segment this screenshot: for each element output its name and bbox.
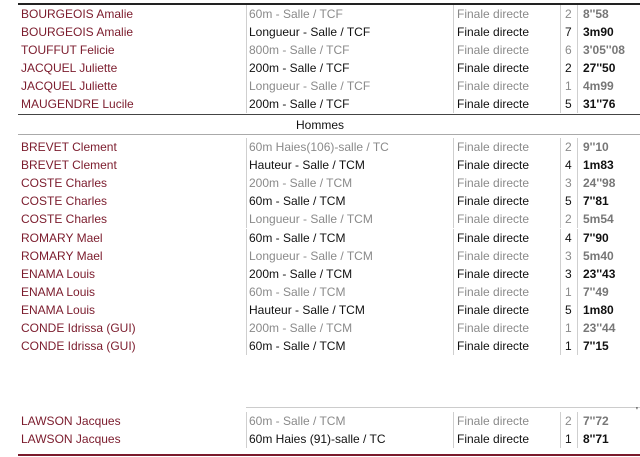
performance: 31''76: [583, 97, 616, 111]
column-divider: [577, 156, 578, 174]
column-divider: [453, 23, 454, 41]
event-name: 60m - Salle / TCM: [249, 194, 346, 209]
section-rule-bottom: [18, 134, 640, 135]
column-divider: [560, 95, 561, 113]
result-row: [0, 247, 640, 265]
performance: 23''44: [583, 321, 616, 335]
column-divider: [560, 59, 561, 77]
column-divider: [453, 430, 454, 448]
place-rank: 1: [565, 79, 572, 93]
result-row: [0, 23, 640, 41]
column-divider: [246, 319, 247, 337]
section-title: Hommes: [295, 118, 344, 132]
result-row: [0, 95, 640, 113]
athlete-name: ROMARY Mael: [21, 248, 103, 263]
column-divider: [453, 265, 454, 283]
place-rank: 2: [565, 140, 572, 154]
column-divider: [246, 156, 247, 174]
event-name: Hauteur - Salle / TCM: [249, 302, 365, 317]
athlete-name: COSTE Charles: [21, 176, 108, 191]
performance: 9''10: [583, 140, 609, 154]
column-divider: [577, 337, 578, 355]
result-row: [0, 229, 640, 247]
column-divider: [577, 247, 578, 265]
edge-mark: ': [636, 406, 638, 417]
column-divider: [560, 229, 561, 247]
performance: 27''50: [583, 61, 616, 75]
column-divider: [560, 156, 561, 174]
column-divider: [246, 283, 247, 301]
athlete-name: MAUGENDRE Lucile: [21, 97, 134, 111]
column-divider: [560, 247, 561, 265]
column-divider: [453, 59, 454, 77]
event-name: 60m Haies (91)-salle / TC: [249, 432, 386, 446]
place-rank: 1: [565, 432, 572, 446]
performance: 5m40: [583, 248, 614, 263]
result-row: [0, 337, 640, 355]
column-divider: [560, 319, 561, 337]
athlete-name: JACQUEL Juliette: [21, 79, 118, 93]
place-rank: 4: [565, 158, 572, 173]
column-divider: [453, 77, 454, 95]
column-divider: [246, 430, 247, 448]
place-rank: 2: [565, 212, 572, 227]
result-row: [0, 301, 640, 319]
performance: 5m54: [583, 212, 614, 227]
column-divider: [560, 138, 561, 156]
column-divider: [246, 412, 247, 430]
athlete-name: BOURGEOIS Amalie: [21, 7, 134, 21]
place-rank: 5: [565, 97, 572, 111]
place-rank: 7: [565, 25, 572, 39]
event-name: 200m - Salle / TCM: [249, 321, 353, 335]
column-divider: [246, 229, 247, 247]
performance: 1m80: [583, 302, 614, 317]
round-name: Finale directe: [457, 61, 530, 75]
place-rank: 2: [565, 414, 572, 428]
section-rule-top: [18, 114, 640, 115]
round-name: Finale directe: [457, 25, 530, 39]
column-divider: [246, 247, 247, 265]
bottom-rule: [18, 454, 640, 456]
performance: 24''98: [583, 176, 616, 191]
result-row: [0, 77, 640, 95]
column-divider: [246, 265, 247, 283]
event-name: 60m Haies(106)-salle / TC: [249, 140, 389, 154]
event-name: Longueur - Salle / TCM: [249, 248, 373, 263]
performance: 7''72: [583, 414, 609, 428]
performance: 3m90: [583, 25, 614, 39]
place-rank: 6: [565, 43, 572, 57]
column-divider: [453, 5, 454, 23]
bottom-block-rule: [246, 407, 640, 408]
column-divider: [577, 174, 578, 192]
column-divider: [453, 412, 454, 430]
athlete-name: ENAMA Louis: [21, 284, 96, 299]
event-name: 200m - Salle / TCM: [249, 266, 353, 281]
column-divider: [453, 301, 454, 319]
event-name: 200m - Salle / TCF: [249, 97, 350, 111]
place-rank: 1: [565, 339, 572, 354]
column-divider: [246, 138, 247, 156]
event-name: 60m - Salle / TCM: [249, 339, 346, 354]
column-divider: [453, 192, 454, 210]
result-row: [0, 59, 640, 77]
place-rank: 5: [565, 302, 572, 317]
column-divider: [560, 23, 561, 41]
place-rank: 1: [565, 284, 572, 299]
result-row: [0, 5, 640, 23]
performance: 7''81: [583, 194, 609, 209]
round-name: Finale directe: [457, 212, 530, 227]
athlete-name: LAWSON Jacques: [21, 432, 121, 446]
result-row: [0, 283, 640, 301]
performance: 1m83: [583, 158, 614, 173]
column-divider: [560, 430, 561, 448]
column-divider: [577, 229, 578, 247]
athlete-name: JACQUEL Juliette: [21, 61, 118, 75]
event-name: 200m - Salle / TCF: [249, 61, 350, 75]
athlete-name: ROMARY Mael: [21, 230, 103, 245]
round-name: Finale directe: [457, 176, 530, 191]
athlete-name: BOURGEOIS Amalie: [21, 25, 134, 39]
column-divider: [453, 174, 454, 192]
column-divider: [577, 319, 578, 337]
column-divider: [246, 23, 247, 41]
event-name: Longueur - Salle / TCF: [249, 79, 371, 93]
column-divider: [453, 229, 454, 247]
column-divider: [577, 430, 578, 448]
column-divider: [577, 301, 578, 319]
performance: 7''15: [583, 339, 609, 354]
round-name: Finale directe: [457, 230, 530, 245]
performance: 7''90: [583, 230, 609, 245]
place-rank: 3: [565, 176, 572, 191]
column-divider: [577, 412, 578, 430]
column-divider: [453, 337, 454, 355]
place-rank: 1: [565, 321, 572, 335]
result-row: [0, 319, 640, 337]
result-row: [0, 192, 640, 210]
round-name: Finale directe: [457, 158, 530, 173]
column-divider: [577, 77, 578, 95]
round-name: Finale directe: [457, 248, 530, 263]
round-name: Finale directe: [457, 414, 530, 428]
column-divider: [577, 59, 578, 77]
column-divider: [246, 210, 247, 228]
athlete-name: CONDE Idrissa (GUI): [21, 339, 136, 354]
result-row: [0, 156, 640, 174]
performance: 7''49: [583, 284, 609, 299]
column-divider: [577, 283, 578, 301]
column-divider: [453, 156, 454, 174]
round-name: Finale directe: [457, 79, 530, 93]
column-divider: [453, 210, 454, 228]
column-divider: [560, 265, 561, 283]
column-divider: [560, 5, 561, 23]
column-divider: [560, 41, 561, 59]
result-row: [0, 174, 640, 192]
round-name: Finale directe: [457, 7, 530, 21]
athlete-name: CONDE Idrissa (GUI): [21, 321, 136, 335]
event-name: Longueur - Salle / TCF: [249, 25, 371, 39]
column-divider: [246, 59, 247, 77]
column-divider: [453, 138, 454, 156]
column-divider: [453, 319, 454, 337]
event-name: 60m - Salle / TCM: [249, 284, 346, 299]
performance: 23''43: [583, 266, 616, 281]
column-divider: [560, 337, 561, 355]
column-divider: [246, 301, 247, 319]
athlete-name: ENAMA Louis: [21, 302, 96, 317]
round-name: Finale directe: [457, 284, 530, 299]
event-name: 200m - Salle / TCM: [249, 176, 353, 191]
round-name: Finale directe: [457, 97, 530, 111]
column-divider: [246, 5, 247, 23]
column-divider: [246, 77, 247, 95]
result-row: [0, 430, 640, 448]
athlete-name: COSTE Charles: [21, 194, 108, 209]
column-divider: [577, 23, 578, 41]
column-divider: [453, 95, 454, 113]
event-name: 60m - Salle / TCF: [249, 7, 343, 21]
performance: 4m99: [583, 79, 614, 93]
athlete-name: LAWSON Jacques: [21, 414, 121, 428]
athlete-name: BREVET Clement: [21, 140, 117, 154]
column-divider: [453, 247, 454, 265]
column-divider: [560, 412, 561, 430]
column-divider: [577, 95, 578, 113]
event-name: 60m - Salle / TCM: [249, 414, 346, 428]
column-divider: [560, 192, 561, 210]
event-name: 60m - Salle / TCM: [249, 230, 346, 245]
event-name: Hauteur - Salle / TCM: [249, 158, 365, 173]
column-divider: [577, 138, 578, 156]
column-divider: [246, 337, 247, 355]
place-rank: 4: [565, 230, 572, 245]
column-divider: [453, 41, 454, 59]
column-divider: [577, 265, 578, 283]
column-divider: [560, 77, 561, 95]
column-divider: [577, 210, 578, 228]
column-divider: [577, 192, 578, 210]
round-name: Finale directe: [457, 302, 530, 317]
performance: 3'05''08: [583, 43, 625, 57]
place-rank: 3: [565, 248, 572, 263]
round-name: Finale directe: [457, 432, 530, 446]
column-divider: [453, 283, 454, 301]
column-divider: [246, 174, 247, 192]
performance: 8''58: [583, 7, 609, 21]
athlete-name: ENAMA Louis: [21, 266, 96, 281]
result-row: [0, 265, 640, 283]
round-name: Finale directe: [457, 43, 530, 57]
round-name: Finale directe: [457, 140, 530, 154]
column-divider: [560, 283, 561, 301]
result-row: [0, 41, 640, 59]
result-row: [0, 138, 640, 156]
column-divider: [560, 174, 561, 192]
athlete-name: TOUFFUT Felicie: [21, 43, 115, 57]
column-divider: [577, 41, 578, 59]
round-name: Finale directe: [457, 194, 530, 209]
event-name: Longueur - Salle / TCM: [249, 212, 373, 227]
athlete-name: COSTE Charles: [21, 212, 108, 227]
round-name: Finale directe: [457, 339, 530, 354]
performance: 8''71: [583, 432, 609, 446]
result-row: [0, 210, 640, 228]
place-rank: 5: [565, 194, 572, 209]
column-divider: [246, 41, 247, 59]
place-rank: 3: [565, 266, 572, 281]
column-divider: [577, 5, 578, 23]
round-name: Finale directe: [457, 266, 530, 281]
event-name: 800m - Salle / TCF: [249, 43, 350, 57]
column-divider: [246, 192, 247, 210]
result-row: [0, 412, 640, 430]
column-divider: [560, 210, 561, 228]
column-divider: [560, 301, 561, 319]
athlete-name: BREVET Clement: [21, 158, 117, 173]
place-rank: 2: [565, 7, 572, 21]
place-rank: 2: [565, 61, 572, 75]
column-divider: [246, 95, 247, 113]
round-name: Finale directe: [457, 321, 530, 335]
